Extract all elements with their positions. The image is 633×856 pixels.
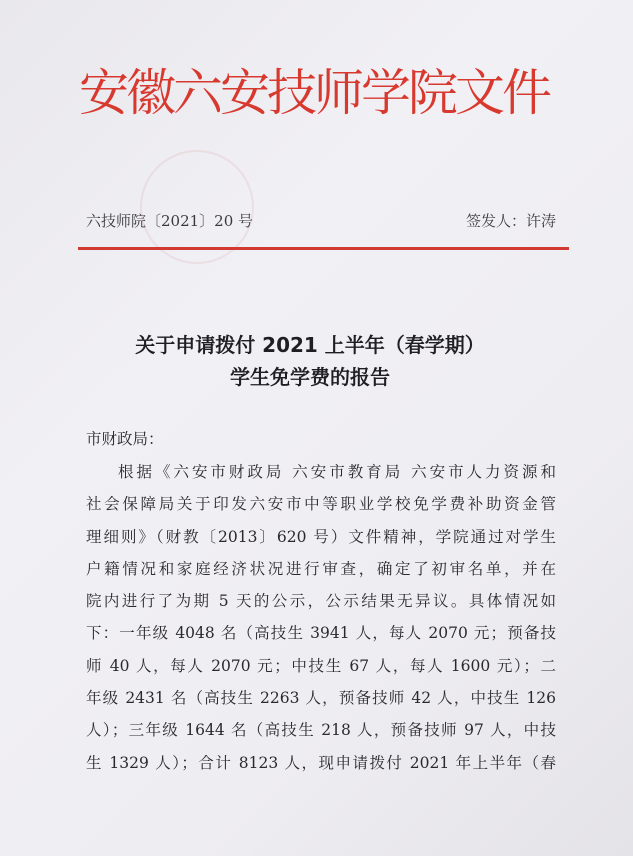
body-line: 社会保障局关于印发六安市中等职业学校免学费补助资金管	[86, 495, 556, 514]
body-line: 根据《六安市财政局 六安市教育局 六安市人力资源和	[118, 463, 556, 481]
document-header-title: 安徽六安技师学院文件	[79, 64, 549, 122]
body-line: 人）；三年级 1644 名（高技生 218 人，预备技师 97 人，中技	[86, 721, 556, 740]
body-line: 师 40 人，每人 2070 元；中技生 67 人，每人 1600 元）；二	[86, 656, 556, 675]
document-signer: 签发人：许涛	[465, 212, 556, 230]
report-title-line-1: 关于申请拨付 2021 上半年（春学期）	[135, 333, 485, 357]
document-number: 六技师院〔2021〕20 号	[86, 212, 254, 230]
report-title-line-2: 学生免学费的报告	[230, 365, 390, 389]
body-line: 生 1329 人）；合计 8123 人，现申请拨付 2021 年上半年（春	[86, 753, 556, 772]
red-divider-line	[78, 247, 569, 250]
body-line: 年级 2431 名（高技生 2263 人，预备技师 42 人，中技生 126	[86, 689, 556, 708]
body-line: 下：一年级 4048 名（高技生 3941 人，每人 2070 元；预备技	[86, 624, 556, 643]
body-line: 户籍情况和家庭经济状况进行审查，确定了初审名单，并在	[86, 559, 556, 578]
body-line: 理细则》（财教〔2013〕620 号）文件精神，学院通过对学生	[86, 527, 556, 546]
salutation: 市财政局：	[86, 430, 164, 448]
body-line: 院内进行了为期 5 天的公示，公示结果无异议。具体情况如	[86, 592, 556, 611]
report-title	[60, 330, 560, 394]
body-paragraph	[86, 461, 556, 784]
